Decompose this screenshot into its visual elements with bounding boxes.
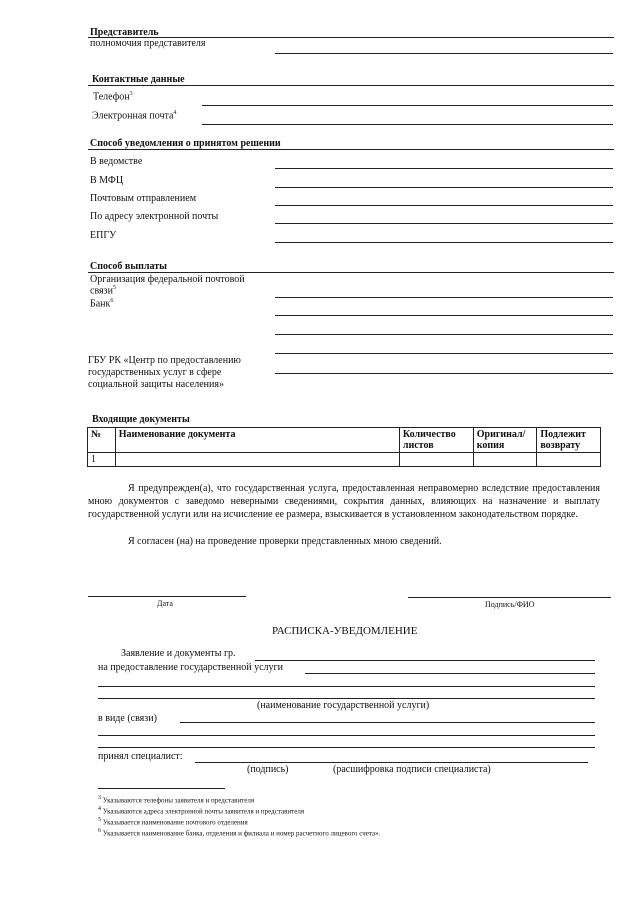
applicant-input-line[interactable] (255, 660, 595, 661)
option-input-line[interactable] (275, 242, 613, 243)
divider (88, 85, 614, 86)
email-label: Электронная почта$^4$ (92, 110, 177, 122)
notification-option: По адресу электронной почты (90, 211, 219, 222)
form-label: в виде (связи) (98, 713, 157, 724)
center-input-line[interactable] (275, 353, 613, 354)
notification-option: В МФЦ (90, 175, 124, 186)
bank-input-line[interactable] (275, 334, 613, 335)
phone-input-line[interactable] (202, 105, 613, 106)
table-cell[interactable] (473, 453, 537, 467)
option-input-line[interactable] (275, 168, 613, 169)
column-header: Количество листов (399, 428, 473, 453)
table-cell[interactable] (537, 453, 601, 467)
option-input-line[interactable] (275, 205, 613, 206)
payment-heading: Способ выплаты (90, 261, 167, 272)
notification-option: ЕПГУ (90, 230, 117, 241)
signature-input-line[interactable] (408, 597, 611, 598)
form-input-line[interactable] (98, 735, 595, 736)
footnote: $^4$ Указываются адреса электронной почты заявителя и представителя (98, 806, 305, 816)
table-cell[interactable] (115, 453, 399, 467)
service-input-line[interactable] (305, 673, 595, 674)
decode-caption: (расшифровка подписи специалиста) (333, 764, 491, 775)
table-header-row (88, 428, 601, 453)
post-label-line-1: Организация федеральной почтовой (90, 274, 245, 285)
footnote-divider (98, 788, 225, 789)
consent-paragraph: Я согласен (на) на проведение проверки представленных мною сведений. (128, 536, 442, 547)
center-input-line[interactable] (275, 373, 613, 374)
table-row (88, 453, 601, 467)
date-input-line[interactable] (88, 596, 246, 597)
specialist-input-line[interactable] (195, 762, 588, 763)
center-line-3: социальной защиты населения» (88, 379, 224, 390)
divider (88, 149, 614, 150)
center-line-1: ГБУ РК «Центр по предоставлению (88, 355, 241, 366)
column-header: № (88, 428, 116, 453)
email-input-line[interactable] (202, 124, 613, 125)
divider (88, 272, 614, 273)
column-header: Оригинал/ копия (473, 428, 537, 453)
table-cell: 1 (88, 453, 116, 467)
contacts-heading: Контактные данные (92, 74, 185, 85)
bank-label: Банк$^6$ (90, 298, 114, 310)
post-input-line[interactable] (275, 297, 613, 298)
accepted-label: принял специалист: (98, 751, 183, 762)
post-label-line-2: связи$^5$ (90, 285, 116, 297)
receipt-line-1: Заявление и документы гр. (121, 648, 236, 659)
phone-label: Телефон$^3$ (93, 91, 133, 103)
authority-label: полномочия представителя (90, 38, 206, 49)
footnote: $^5$ Указывается наименование почтового отделения (98, 817, 248, 827)
documents-heading: Входящие документы (92, 414, 190, 425)
date-label: Дата (157, 599, 173, 608)
notification-heading: Способ уведомления о принятом решении (90, 138, 281, 149)
footnote: $^6$ Указывается наименование банка, отделения и филиала и номер расчетного лицевого счета». (98, 828, 381, 838)
documents-table (87, 427, 601, 467)
notification-option: В ведомстве (90, 156, 143, 167)
footnote: $^3$ Указываются телефоны заявителя и представителя (98, 795, 255, 805)
column-header: Наименование документа (115, 428, 399, 453)
form-input-line[interactable] (98, 747, 595, 748)
notification-option: Почтовым отправлением (90, 193, 197, 204)
option-input-line[interactable] (275, 223, 613, 224)
representative-heading: Представитель (90, 27, 159, 38)
column-header: Подлежит возврату (537, 428, 601, 453)
option-input-line[interactable] (275, 187, 613, 188)
receipt-line-2: на предоставление государственной услуги (98, 662, 283, 673)
service-input-line[interactable] (98, 698, 595, 699)
receipt-title: РАСПИСКА-УВЕДОМЛЕНИЕ (272, 625, 418, 637)
center-line-2: государственных услуг в сфере (88, 367, 222, 378)
service-caption: (наименование государственной услуги) (257, 700, 430, 711)
bank-input-line[interactable] (275, 315, 613, 316)
sign-caption: (подпись) (247, 764, 289, 775)
declaration-paragraph: Я предупрежден(а), что государственная услуга, предоставленная неправомерно вследствие предоставления мною документов с заведомо неверными сведениями, сокрытия данных, влияющих на назначение и выплату государственной услуги или на исчисление ее размера, взыскивается в установленном законодательством порядке. (88, 483, 600, 520)
form-input-line[interactable] (180, 722, 595, 723)
signature-label: Подпись/ФИО (485, 600, 535, 609)
table-cell[interactable] (399, 453, 473, 467)
authority-input-line[interactable] (275, 53, 613, 54)
service-input-line[interactable] (98, 686, 595, 687)
